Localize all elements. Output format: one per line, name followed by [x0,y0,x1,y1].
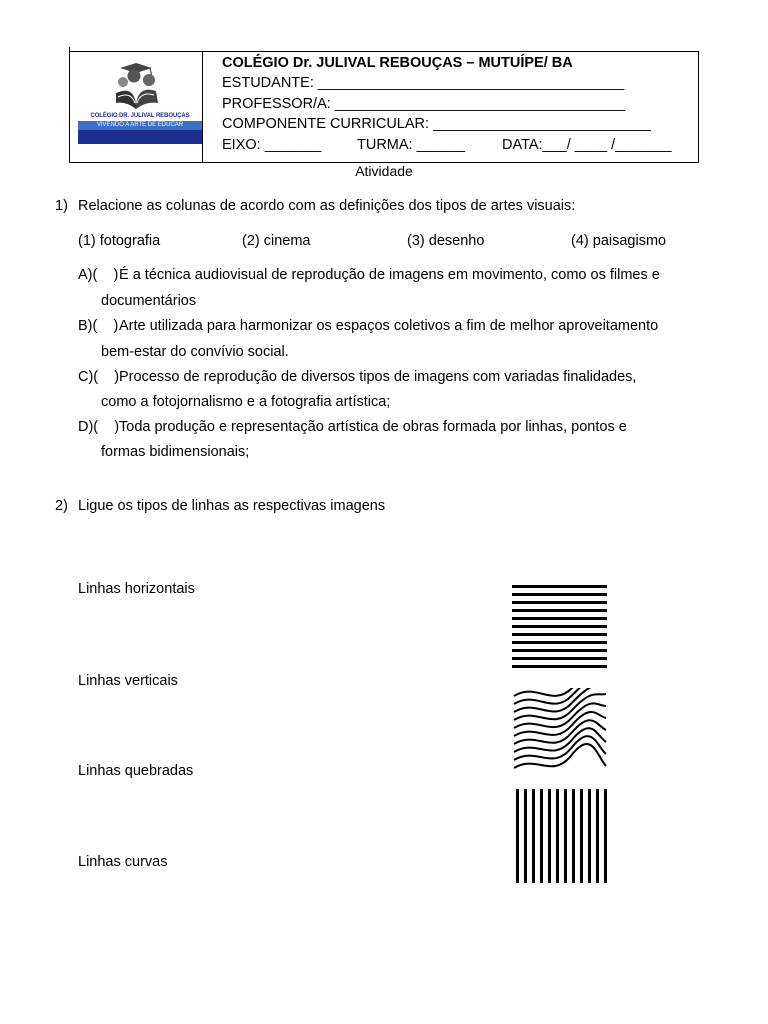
header-divider [202,51,203,163]
q1-item-b-text: Arte utilizada para harmonizar os espaços coletivos a fim de melhor aproveitamento [119,318,659,334]
q1-item-a-label: A)( ) [78,267,119,283]
horizontal-lines-image [512,584,608,670]
date-field: DATA:___/ ____ /_______ [502,137,672,153]
axis-field: EIXO: _______ [222,137,322,153]
q2-label-horizontal: Linhas horizontais [78,581,195,597]
logo-band-bottom [78,130,202,144]
class-field: TURMA: ______ [357,137,465,153]
horizontal-line [512,625,607,628]
student-field: ESTUDANTE: ______________________________________ [222,75,625,91]
horizontal-line [512,641,607,644]
q1-column-1: (1) fotografia [78,233,161,249]
q2-prompt: Ligue os tipos de linhas as respectivas imagens [78,498,386,514]
component-field: COMPONENTE CURRICULAR: ___________________________ [222,116,651,132]
q2-label-curved: Linhas curvas [78,854,168,870]
q1-item-d-text: Toda produção e representação artística de obras formada por linhas, pontos e [119,419,627,435]
vertical-line [524,789,527,883]
page-title: Atividade [355,163,413,179]
q1-item-b-text2: bem-estar do convívio social. [101,344,289,360]
q2-label-vertical: Linhas verticais [78,673,178,689]
q1-item-a-text: É a técnica audiovisual de reprodução de imagens em movimento, como os filmes e [119,267,660,283]
q1-item-c-text2: como a fotojornalismo e a fotografia artística; [101,394,391,410]
vertical-line [564,789,567,883]
q1-item-b-label: B)( ) [78,318,119,334]
q1-item-d-label: D)( ) [78,419,120,435]
curved-lines-image [512,688,608,774]
vertical-line [556,789,559,883]
vertical-line [532,789,535,883]
horizontal-line [512,657,607,660]
teacher-field: PROFESSOR/A: ____________________________________ [222,96,626,112]
horizontal-line [512,585,607,588]
q1-item-a-text2: documentários [101,293,197,309]
vertical-line [540,789,543,883]
q2-label-broken: Linhas quebradas [78,763,194,779]
q1-prompt: Relacione as colunas de acordo com as definições dos tipos de artes visuais: [78,198,576,214]
vertical-line [516,789,519,883]
horizontal-line [512,593,607,596]
logo-motto: VIVENDO A ARTE DE EDUCAR [96,122,184,128]
q1-item-c-text: Processo de reprodução de diversos tipos de imagens com variadas finalidades, [119,369,637,385]
q2-number: 2) [55,498,68,514]
vertical-line [548,789,551,883]
logo-school-name: COLÉGIO DR. JULIVAL REBOUÇAS [90,113,190,119]
vertical-line [596,789,599,883]
horizontal-line [512,601,607,604]
horizontal-line [512,617,607,620]
q1-column-3: (3) desenho [407,233,485,249]
q1-column-2: (2) cinema [242,233,311,249]
q1-number: 1) [55,198,68,214]
vertical-line [572,789,575,883]
horizontal-line [512,649,607,652]
q1-item-d-text2: formas bidimensionais; [101,444,250,460]
vertical-line [580,789,583,883]
vertical-line [604,789,607,883]
horizontal-line [512,633,607,636]
q1-column-4: (4) paisagismo [571,233,667,249]
q1-item-c-label: C)( ) [78,369,120,385]
horizontal-line [512,609,607,612]
school-name: COLÉGIO Dr. JULIVAL REBOUÇAS – MUTUÍPE/ BA [222,55,573,71]
vertical-line [588,789,591,883]
vertical-lines-image [514,789,610,884]
horizontal-line [512,665,607,668]
